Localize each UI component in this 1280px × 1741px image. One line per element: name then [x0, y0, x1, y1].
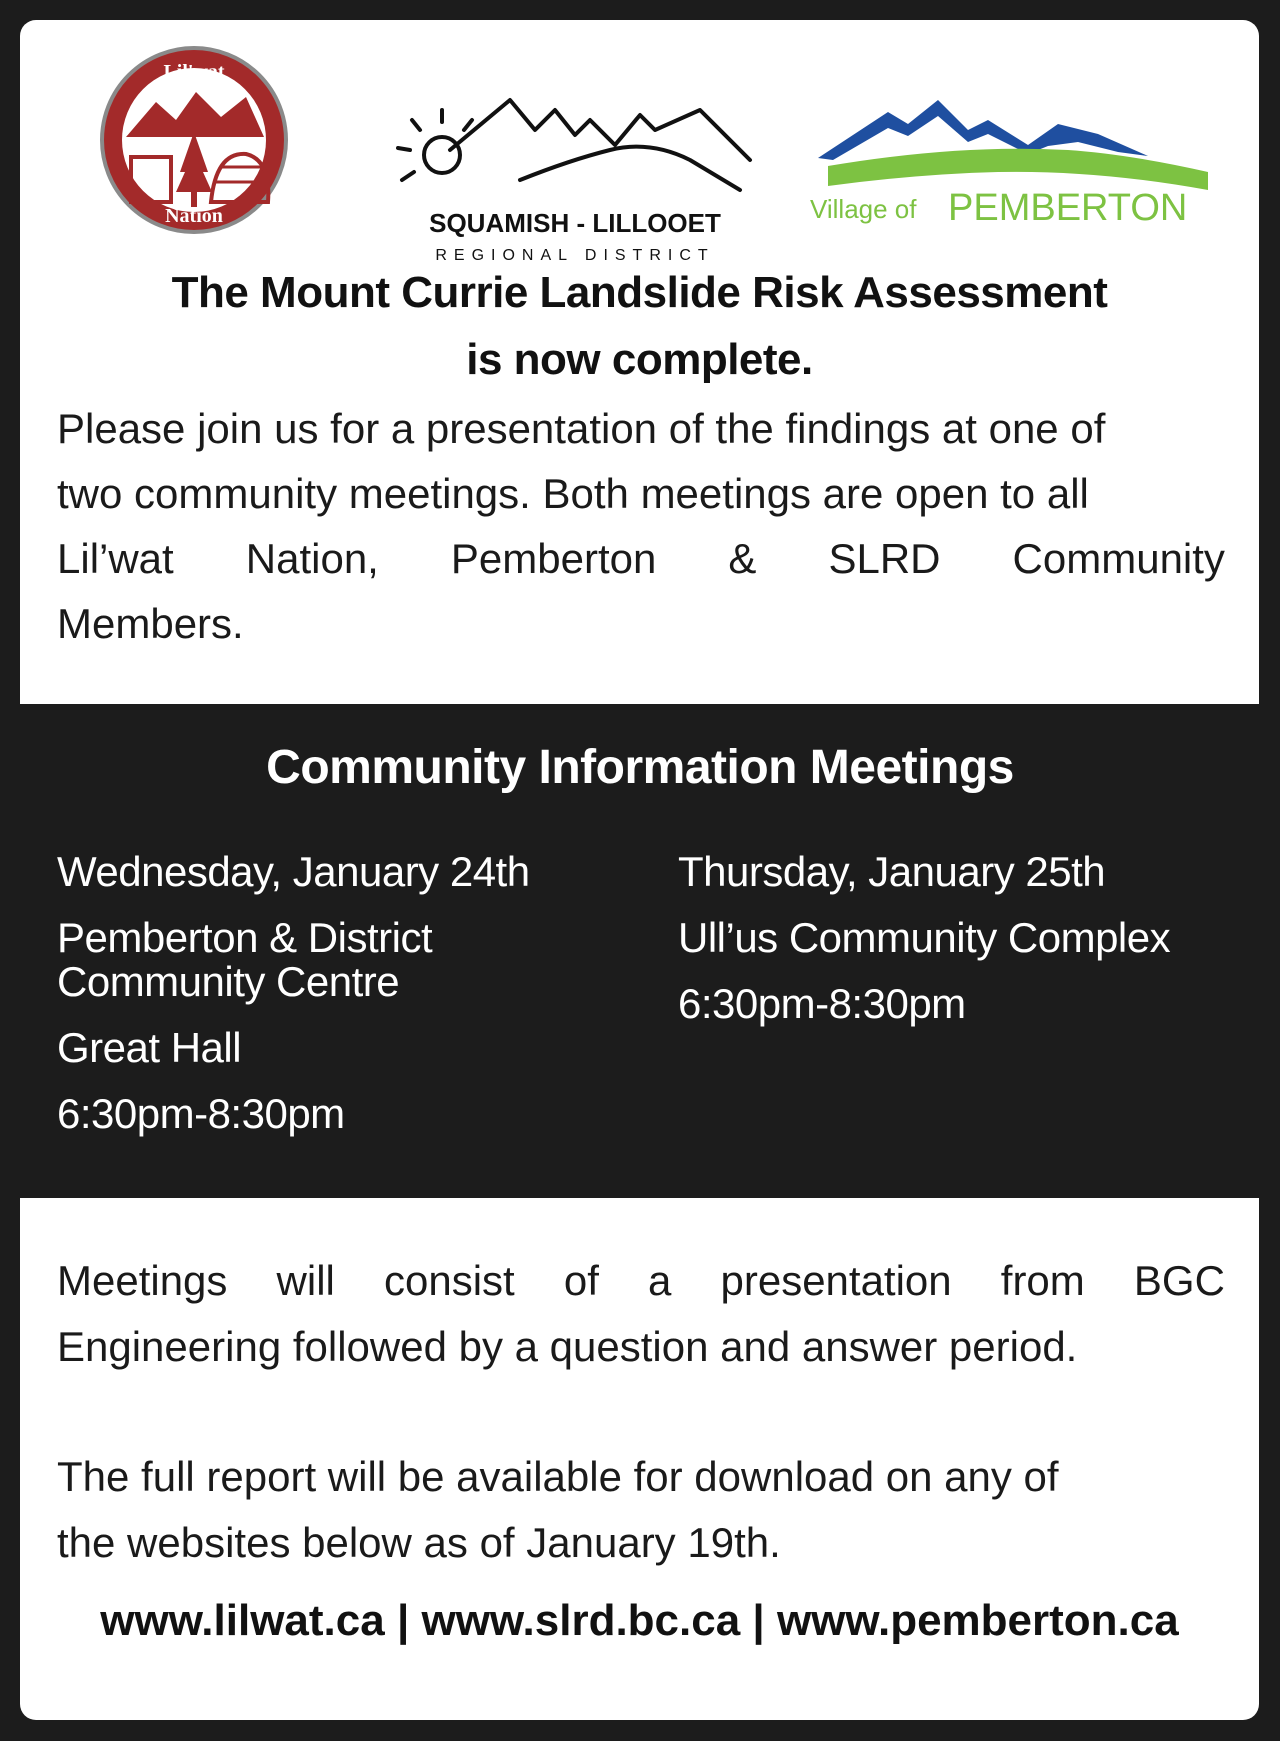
- meeting-venue: Ull’us Community Complex: [678, 914, 1171, 961]
- meeting-venue-line-2: Community Centre: [57, 958, 400, 1005]
- intro-paragraph: [57, 396, 1225, 656]
- lilwat-logo-bottom-word: Nation: [165, 205, 223, 227]
- meeting-time: 6:30pm-8:30pm: [57, 1090, 345, 1137]
- intro-word: Community: [1012, 535, 1225, 582]
- meeting-wednesday: [57, 848, 617, 1148]
- intro-line: Members.: [57, 600, 244, 647]
- paragraph-word: will: [276, 1257, 335, 1304]
- meetings-title: Community Information Meetings: [266, 741, 1014, 794]
- paragraph-line: Engineering followed by a question and answer period.: [57, 1323, 1078, 1370]
- paragraph-word: BGC: [1133, 1257, 1225, 1304]
- paragraph-word: a: [648, 1257, 672, 1304]
- meeting-time: 6:30pm-8:30pm: [678, 980, 966, 1027]
- lilwat-logo-top-word: Lil'wat: [163, 61, 225, 83]
- report-availability-paragraph: [57, 1444, 1225, 1576]
- bottom-panel: [20, 1198, 1259, 1720]
- paragraph-line: the websites below as of January 19th.: [57, 1519, 781, 1566]
- paragraph-word: from: [1000, 1257, 1085, 1304]
- paragraph-word: presentation: [720, 1257, 952, 1304]
- meeting-thursday: [678, 848, 1268, 1048]
- intro-word: Nation,: [245, 535, 379, 582]
- meeting-format-paragraph: [57, 1248, 1225, 1380]
- meeting-venue-line-1: Pemberton & District: [57, 914, 433, 961]
- headline-line-2: is now complete.: [466, 335, 813, 384]
- slrd-logo-subtitle: REGIONAL DISTRICT: [435, 247, 715, 264]
- intro-line: two community meetings. Both meetings are open to all: [57, 470, 1089, 517]
- meeting-room: Great Hall: [57, 1024, 242, 1071]
- paragraph-word: Meetings: [57, 1257, 228, 1304]
- pemberton-logo-name: PEMBERTON: [948, 187, 1188, 229]
- lilwat-nation-logo: [86, 42, 302, 238]
- intro-word: SLRD: [828, 535, 941, 582]
- paragraph-word: consist: [384, 1257, 515, 1304]
- intro-word: Pemberton: [450, 535, 657, 582]
- paragraph-line: The full report will be available for download on any of: [57, 1453, 1059, 1500]
- website-links[interactable]: www.lilwat.ca | www.slrd.bc.ca | www.pemberton.ca: [100, 1596, 1179, 1645]
- slrd-logo: [390, 50, 760, 270]
- intro-line: Please join us for a presentation of the findings at one of: [57, 405, 1106, 452]
- headline-line-1: The Mount Currie Landslide Risk Assessment: [171, 268, 1108, 317]
- intro-word: &: [728, 535, 757, 582]
- paragraph-word: of: [563, 1257, 599, 1304]
- paragraph-line: [57, 1248, 1225, 1314]
- meeting-date: Wednesday, January 24th: [57, 848, 530, 895]
- pemberton-logo: [798, 90, 1258, 250]
- slrd-logo-name: SQUAMISH - LILLOOET: [429, 208, 721, 238]
- intro-line: [57, 526, 1225, 591]
- meeting-date: Thursday, January 25th: [678, 848, 1106, 895]
- top-panel: [20, 20, 1259, 704]
- intro-word: Lil’wat: [57, 535, 174, 582]
- pemberton-logo-prefix: Village of: [810, 194, 917, 224]
